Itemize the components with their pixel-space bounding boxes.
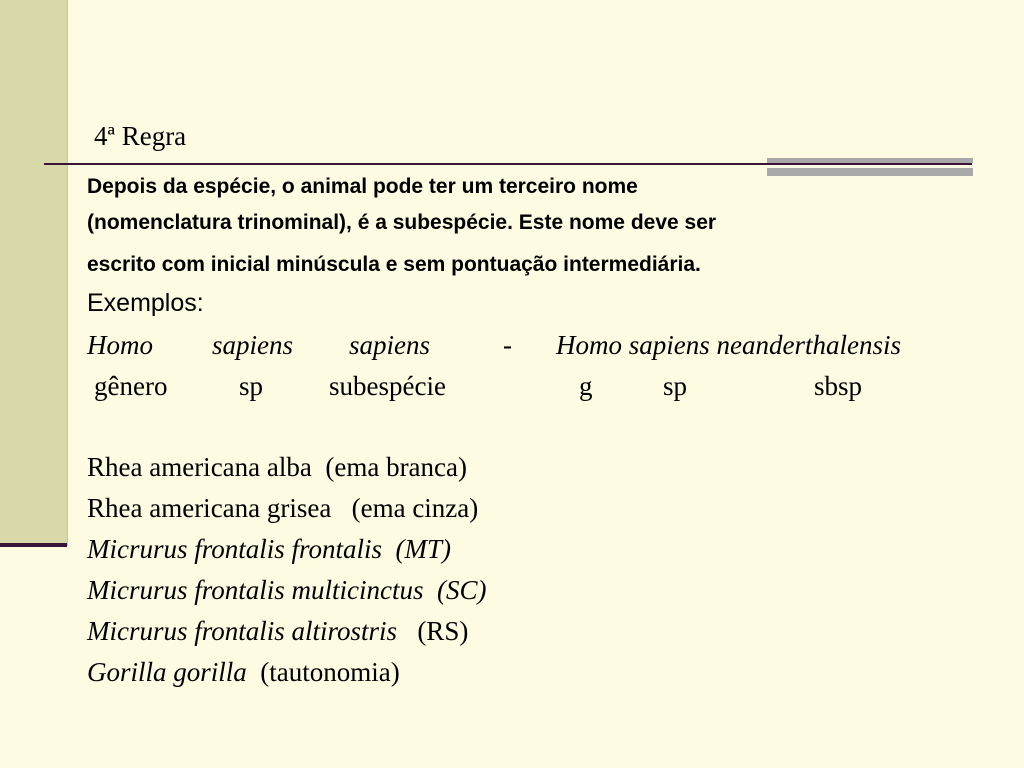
example-note: (ema cinza) <box>351 493 479 523</box>
rank-label: sp <box>663 371 688 401</box>
example-name: Rhea americana grisea <box>87 493 332 523</box>
example-line <box>87 490 478 526</box>
example-line <box>87 449 467 485</box>
rule-description-line: Depois da espécie, o animal pode ter um terceiro nome <box>87 175 638 198</box>
example-note: (SC) <box>437 575 487 605</box>
slide-title: 4ª Regra <box>94 121 187 151</box>
example-name: Micrurus frontalis altirostris <box>87 616 398 646</box>
rule-description-line: escrito com inicial minúscula e sem pontuação intermediária. <box>87 253 701 276</box>
example-name: Rhea americana alba <box>87 452 312 482</box>
species-name: sapiens <box>212 330 293 360</box>
example-name: Micrurus frontalis multicinctus <box>87 575 424 605</box>
separator-dash: - <box>503 330 512 360</box>
example-line <box>87 613 468 649</box>
example-note: (MT) <box>395 534 452 564</box>
rank-label: subespécie <box>329 371 446 401</box>
example-name: Gorilla gorilla <box>87 657 247 687</box>
example-note: (RS) <box>417 616 469 646</box>
example-note: (tautonomia) <box>260 657 400 687</box>
genus-name: Homo <box>87 330 153 360</box>
left-decorative-band <box>0 0 68 546</box>
rank-label: gênero <box>94 371 168 401</box>
subspecies-name: sapiens <box>349 330 430 360</box>
rule-description <box>87 175 987 287</box>
example-line <box>87 654 400 690</box>
rank-label: g <box>579 371 593 401</box>
examples-label: Exemplos: <box>87 289 204 317</box>
rule-description-line: (nomenclatura trinominal), é a subespécie. Este nome deve ser <box>87 211 717 234</box>
rank-label: sbsp <box>814 371 863 401</box>
example-line <box>87 531 451 567</box>
example-note: (ema branca) <box>325 452 468 482</box>
title-rule <box>44 163 972 165</box>
example-name: Micrurus frontalis frontalis <box>87 534 383 564</box>
left-accent-line <box>0 543 67 547</box>
full-trinomial-name: Homo sapiens neanderthalensis <box>556 330 901 360</box>
rank-label: sp <box>239 371 264 401</box>
example-line <box>87 572 487 608</box>
